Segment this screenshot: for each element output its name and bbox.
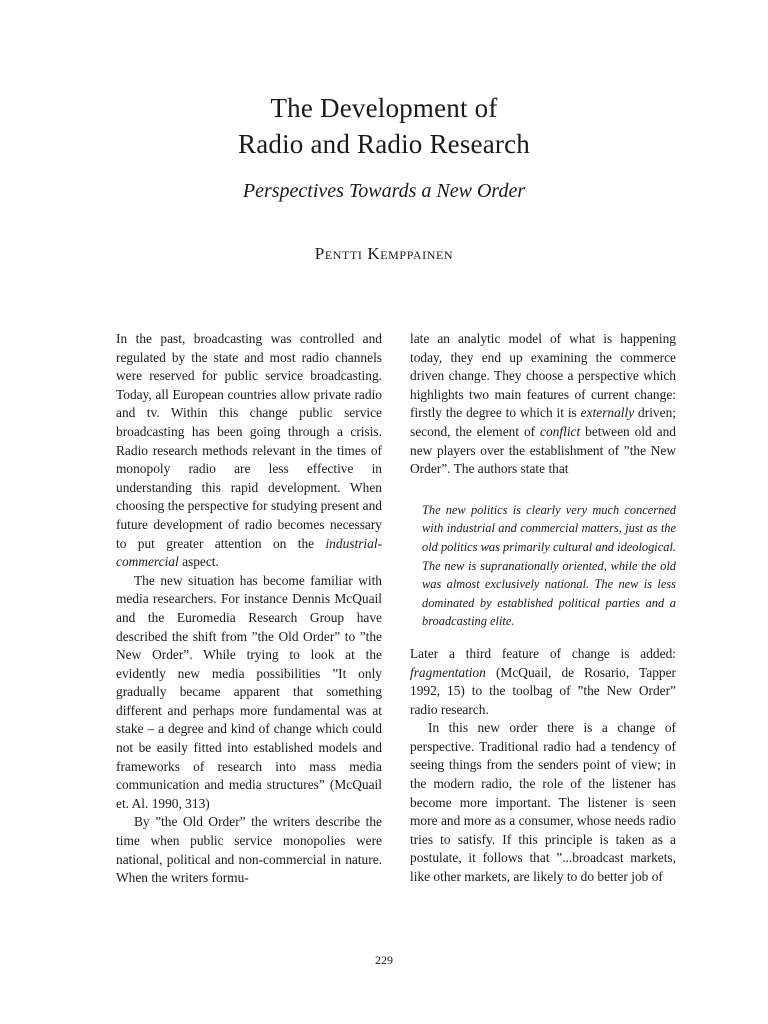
right-p1-emphasis-conflict: conflict [540,423,581,439]
right-paragraph-1 [410,330,676,479]
title-line-1: The Development of [270,93,498,123]
article-title [0,90,768,162]
block-quote: The new politics is clearly very much concerned with industrial and commercial matters, just as the old politics was primarily cultural and ideological. The new is supranationally oriented, while the old was almost exclusively national. The new is less dominated by established political parties and a broadcasting elite. [422,502,676,629]
right-p1-text-c: between old and new players over the establishment of ”the New Order”. The authors state that [410,423,676,477]
left-paragraph-1 [116,330,382,572]
right-paragraph-3: In this new order there is a change of perspective. Traditional radio had a tendency of seeing things from the senders point of view; in the modern radio, the role of the listener has become more important. The listener is seen more and more as a consumer, whose needs radio tries to satisfy. If this principle is taken as a postulate, it follows that ”...broadcast markets, like other markets, are likely to do better job of [410,720,676,885]
article-subtitle: Perspectives Towards a New Order [242,180,526,202]
article-author: Pentti Kemppainen [314,244,454,263]
left-p1-emphasis: industrial-commercial [116,535,382,570]
title-line-2: Radio and Radio Research [238,129,530,159]
left-paragraph-2: The new situation has become familiar with media researchers. For instance Dennis McQuail and the Euromedia Research Group have described the shift from ”the Old Order” to ”the New Order”. While trying to look at the evidently new media possibilities ”It only gradually became apparent that something different and perhaps more fundamental was at stake – a degree and kind of change which could not be easily fitted into established models and frameworks of research into mass media communication and media structures” (McQuail et. Al. 1990, 313) [116,572,382,811]
right-p1-text-b: driven; second, the element of [410,405,676,439]
left-p1-text-a: In the past, broadcasting was controlled and regulated by the state and most radio channels were reserved for public service broadcasting. Today, all European countries allow private radio and tv. Within this change public service broadcasting has been going through a crisis. Radio research methods relevant in the times of monopoly radio are less effective in understanding this rapid development. When choosing the perspective for studying present and future development of radio becomes necessary to put greater attention on the [116,331,382,551]
left-p1-text-b: aspect. [178,554,219,570]
right-paragraph-2 [410,645,676,719]
right-p2-text-b: (McQuail, de Rosario, Tapper 1992, 15) to the toolbag of ”the New Order” radio research. [410,664,676,717]
right-p2-text-a: Later a third feature of change is added: [410,645,676,661]
right-p1-text-a: late an analytic model of what is happening today, they end up examining the commerce driven change. They choose a perspective which highlights two main features of current change: firstly the degree to which it is [410,331,676,421]
left-paragraph-3: By ”the Old Order” the writers describe the time when public service monopolies were national, political and non-commercial in nature. When the writers formu- [116,814,382,886]
page-number: 229 [375,953,393,967]
right-p1-emphasis-externally: externally [580,405,635,421]
right-p2-emphasis: fragmentation [410,664,486,680]
left-column [116,330,382,888]
right-column [410,330,676,887]
